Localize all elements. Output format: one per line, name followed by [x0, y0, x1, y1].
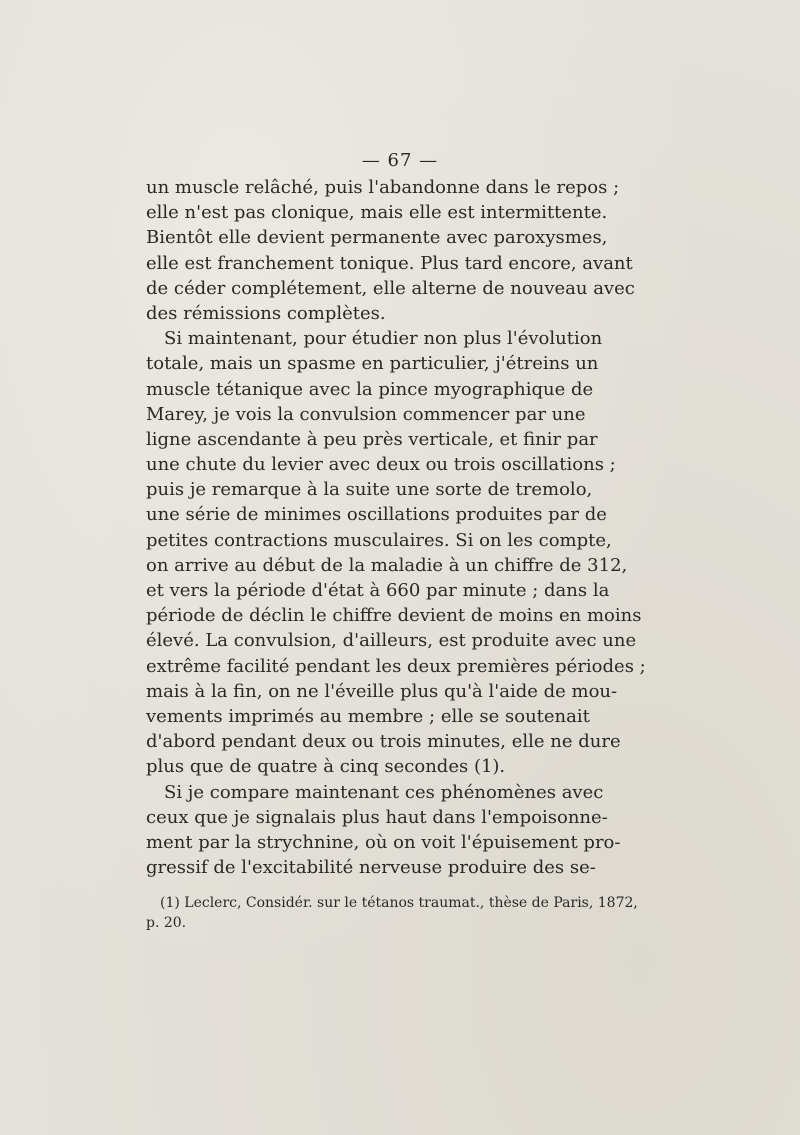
text-line: elle est franchement tonique. Plus tard encore, avant [146, 252, 633, 274]
text-line: petites contractions musculaires. Si on les compte, [146, 529, 612, 551]
text-line: une chute du levier avec deux ou trois oscillations ; [146, 454, 616, 476]
text-line: Marey, je vois la convulsion commencer par une [146, 403, 586, 425]
text-line: Si maintenant, pour étudier non plus l'évolution [164, 328, 603, 350]
text-line: mais à la fin, on ne l'éveille plus qu'à l'aide de mou- [146, 680, 618, 702]
text-line: vements imprimés au membre ; elle se soutenait [146, 705, 590, 727]
text-line: une série de minimes oscillations produites par de [146, 504, 607, 526]
text-line: des rémissions complètes. [146, 302, 386, 324]
text-line: extrême facilité pendant les deux premières périodes ; [146, 655, 646, 677]
text-line: on arrive au début de la maladie à un chiffre de 312, [146, 554, 628, 576]
text-line: gressif de l'excitabilité nerveuse produire des se- [146, 857, 596, 879]
page-number: — 67 — [361, 150, 439, 171]
text-line: Si je compare maintenant ces phénomènes avec [164, 781, 604, 803]
text-line: un muscle relâché, puis l'abandonne dans le repos ; [146, 177, 620, 198]
body-text [146, 175, 646, 880]
text-line: et vers la période d'état à 660 par minute ; dans la [146, 580, 610, 601]
text-line: ment par la strychnine, où on voit l'épuisement pro- [146, 831, 621, 853]
text-line: totale, mais un spasme en particulier, j'étreins un [146, 353, 599, 375]
text-line: plus que de quatre à cinq secondes (1). [146, 756, 506, 778]
text-line: puis je remarque à la suite une sorte de tremolo, [146, 479, 593, 501]
text-line: ligne ascendante à peu près verticale, et finir par [146, 428, 598, 450]
footnote [146, 893, 638, 933]
text-line: muscle tétanique avec la pince myographique de [146, 378, 594, 400]
footnote-line: p. 20. [146, 915, 187, 931]
footnote-line: (1) Leclerc, Considér. sur le tétanos traumat., thèse de Paris, 1872, [160, 895, 638, 911]
text-line: elle n'est pas clonique, mais elle est intermittente. [146, 202, 608, 224]
text-line: Bientôt elle devient permanente avec paroxysmes, [146, 227, 608, 249]
text-line: de céder complétement, elle alterne de nouveau avec [146, 277, 635, 299]
text-line: élevé. La convulsion, d'ailleurs, est produite avec une [146, 630, 637, 652]
text-line: ceux que je signalais plus haut dans l'empoisonne- [146, 806, 608, 828]
text-line: d'abord pendant deux ou trois minutes, elle ne dure [146, 731, 621, 753]
text-line: période de déclin le chiffre devient de moins en moins [146, 605, 642, 627]
